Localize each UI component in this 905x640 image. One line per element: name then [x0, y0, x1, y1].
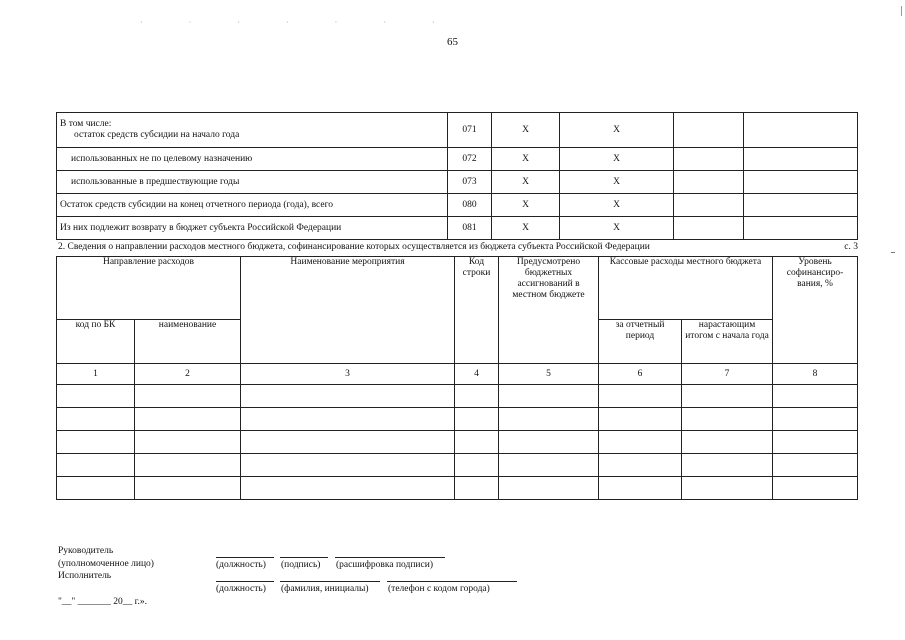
- empty-cell: [135, 454, 241, 477]
- empty-cell: [682, 431, 773, 454]
- empty-cell: [599, 385, 682, 408]
- empty-cell: [241, 408, 455, 431]
- scan-specks: · · · · · · ·: [140, 18, 457, 27]
- empty-cell: [682, 408, 773, 431]
- header-cofinancing-level: Уровень софинансиро-вания, %: [773, 257, 858, 364]
- fio-caption: (фамилия, инициалы): [281, 584, 369, 594]
- column-number: 5: [499, 364, 599, 385]
- signature-line: [216, 581, 274, 582]
- empty-cell: [499, 431, 599, 454]
- cell-x: X: [492, 217, 560, 240]
- empty-cell: [682, 385, 773, 408]
- empty-cell: [135, 408, 241, 431]
- signature-line: [387, 581, 517, 582]
- row-label: использованные в предшествующие годы: [57, 171, 448, 194]
- empty-cell: [773, 408, 858, 431]
- table-row: [57, 148, 858, 171]
- row-code: 071: [448, 113, 492, 148]
- empty-cell: [455, 408, 499, 431]
- label-line: В том числе:: [60, 119, 112, 129]
- empty-cell: [674, 113, 744, 148]
- row-code: 072: [448, 148, 492, 171]
- table-row: [57, 454, 858, 477]
- empty-cell: [674, 194, 744, 217]
- column-number-row: [57, 364, 858, 385]
- empty-cell: [682, 477, 773, 500]
- page-reference: с. 3: [844, 242, 858, 252]
- row-label: [57, 113, 448, 148]
- header-cash-expenses: Кассовые расходы местного бюджета: [599, 257, 773, 320]
- empty-cell: [241, 385, 455, 408]
- table-row: [57, 171, 858, 194]
- signature-line: [216, 557, 274, 558]
- row-code: 081: [448, 217, 492, 240]
- empty-cell: [135, 477, 241, 500]
- empty-cell: [744, 194, 858, 217]
- header-row-code: Код строки: [455, 257, 499, 364]
- empty-cell: [674, 171, 744, 194]
- table-row: [57, 385, 858, 408]
- empty-cell: [57, 408, 135, 431]
- table-row: [57, 431, 858, 454]
- executor-label: Исполнитель: [58, 571, 112, 581]
- empty-cell: [674, 217, 744, 240]
- column-number: 6: [599, 364, 682, 385]
- section-heading: [58, 242, 858, 252]
- label-line: остаток средств субсидии на начало года: [74, 130, 240, 140]
- signature-caption: (подпись): [281, 560, 321, 570]
- scan-edge-mark: [891, 252, 895, 253]
- cell-x: X: [560, 217, 674, 240]
- header-cumulative: нарастающим итогом с начала года: [682, 320, 773, 364]
- empty-cell: [599, 408, 682, 431]
- empty-cell: [599, 477, 682, 500]
- position-caption: (должность): [216, 584, 266, 594]
- empty-cell: [674, 148, 744, 171]
- column-number: 2: [135, 364, 241, 385]
- empty-cell: [455, 385, 499, 408]
- cell-x: X: [560, 148, 674, 171]
- empty-cell: [682, 454, 773, 477]
- empty-cell: [135, 431, 241, 454]
- page-number: 65: [447, 36, 458, 48]
- empty-cell: [57, 454, 135, 477]
- header-name: наименование: [135, 320, 241, 364]
- empty-cell: [773, 454, 858, 477]
- empty-cell: [57, 431, 135, 454]
- table-row: [57, 477, 858, 500]
- authorized-person-label: (уполномоченное лицо): [58, 559, 154, 569]
- signature-line: [280, 557, 328, 558]
- subsidy-balance-table: [56, 112, 858, 240]
- header-planned: Предусмотрено бюджетных ассигнований в местном бюджете: [499, 257, 599, 364]
- header-event-name: Наименование мероприятия: [241, 257, 455, 364]
- row-label: использованных не по целевому назначению: [57, 148, 448, 171]
- empty-cell: [773, 477, 858, 500]
- empty-cell: [744, 217, 858, 240]
- column-number: 7: [682, 364, 773, 385]
- empty-cell: [455, 477, 499, 500]
- header-direction: Направление расходов: [57, 257, 241, 320]
- empty-cell: [455, 454, 499, 477]
- decoding-caption: (расшифровка подписи): [336, 560, 433, 570]
- empty-cell: [241, 431, 455, 454]
- empty-cell: [744, 113, 858, 148]
- empty-cell: [599, 431, 682, 454]
- cell-x: X: [560, 113, 674, 148]
- cell-x: X: [492, 148, 560, 171]
- row-label: Остаток средств субсидии на конец отчетного периода (года), всего: [57, 194, 448, 217]
- empty-cell: [499, 408, 599, 431]
- header-row: [57, 257, 858, 320]
- cell-x: X: [492, 113, 560, 148]
- date-line: "__" _______ 20__ г.».: [58, 597, 147, 607]
- empty-cell: [57, 385, 135, 408]
- empty-cell: [135, 385, 241, 408]
- table-row: [57, 194, 858, 217]
- row-label: Из них подлежит возврату в бюджет субъекта Российской Федерации: [57, 217, 448, 240]
- head-label: Руководитель: [58, 546, 114, 556]
- column-number: 3: [241, 364, 455, 385]
- empty-cell: [599, 454, 682, 477]
- empty-cell: [773, 385, 858, 408]
- empty-cell: [241, 477, 455, 500]
- empty-cell: [241, 454, 455, 477]
- column-number: 4: [455, 364, 499, 385]
- empty-cell: [499, 454, 599, 477]
- header-kbk: код по БК: [57, 320, 135, 364]
- section-title: 2. Сведения о направлении расходов местного бюджета, софинансирование которых осуществляется из бюджета субъекта Российской Федерации: [58, 242, 650, 252]
- row-code: 073: [448, 171, 492, 194]
- cell-x: X: [560, 194, 674, 217]
- cell-x: X: [492, 194, 560, 217]
- empty-cell: [499, 385, 599, 408]
- cell-x: X: [560, 171, 674, 194]
- table-row: [57, 113, 858, 148]
- expense-directions-table: [56, 256, 858, 500]
- empty-cell: [773, 431, 858, 454]
- empty-cell: [455, 431, 499, 454]
- column-number: 8: [773, 364, 858, 385]
- table-row: [57, 408, 858, 431]
- empty-cell: [744, 171, 858, 194]
- empty-cell: [499, 477, 599, 500]
- empty-cell: [57, 477, 135, 500]
- header-period: за отчетный период: [599, 320, 682, 364]
- scan-edge-mark: [901, 6, 902, 16]
- signature-line: [280, 581, 380, 582]
- table-row: [57, 217, 858, 240]
- phone-caption: (телефон с кодом города): [388, 584, 490, 594]
- position-caption: (должность): [216, 560, 266, 570]
- row-code: 080: [448, 194, 492, 217]
- empty-cell: [744, 148, 858, 171]
- cell-x: X: [492, 171, 560, 194]
- signature-line: [335, 557, 445, 558]
- column-number: 1: [57, 364, 135, 385]
